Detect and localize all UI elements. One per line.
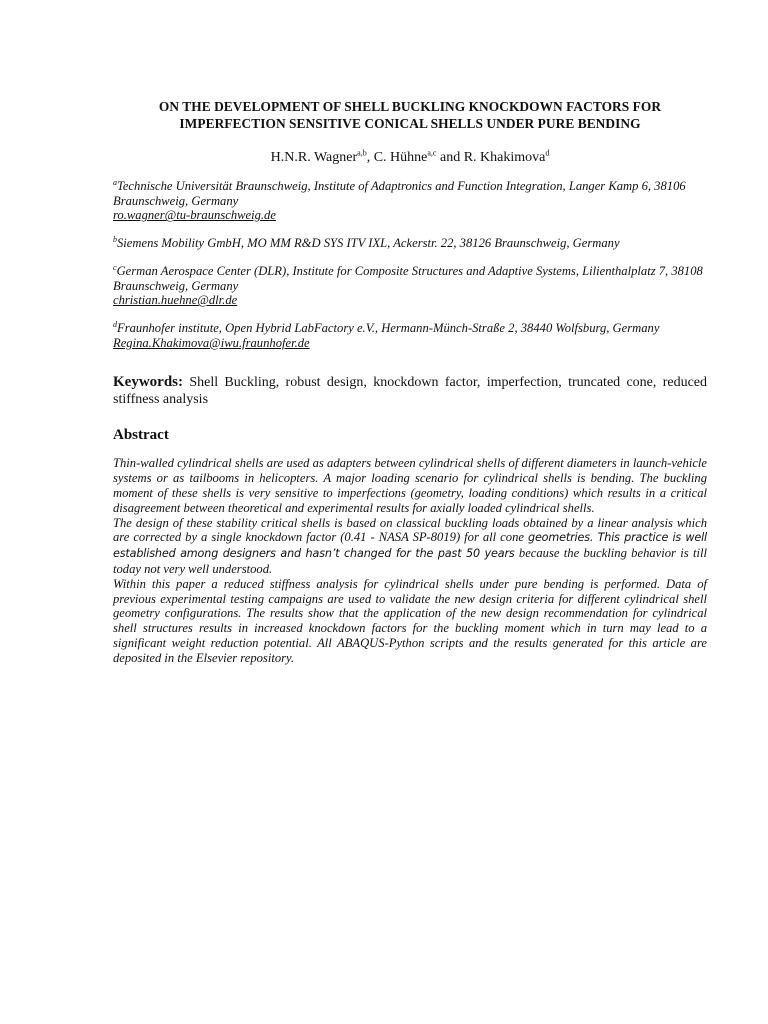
paper-page: [113, 98, 707, 665]
affiliation-email-link[interactable]: Regina.Khakimova@iwu.fraunhofer.de: [113, 335, 310, 350]
abstract-paragraph-3: Within this paper a reduced stiffness analysis for cylindrical shells under pure bending is performed. Data of previous experimental testing campaigns are used to validate the new design criteria for different cylindrical shell geometry configurations. The results show that the application of the new design recommendation for cylindrical shell structures results in increased knockdown factors for the buckling moment which in turn may lead to a significant weight reduction potential. All ABAQUS-Python scripts and the results generated for this article are deposited in the Elsevier repository.: [113, 576, 707, 665]
abstract-body: [113, 456, 707, 665]
title-line-2: IMPERFECTION SENSITIVE CONICAL SHELLS UNDER PURE BENDING: [179, 116, 641, 131]
paper-title: [113, 98, 707, 132]
affiliation-text: Fraunhofer institute, Open Hybrid LabFactory e.V., Hermann-Münch-Straße 2, 38440 Wolfsburg, Germany: [117, 320, 660, 335]
abstract-paragraph-2-start: The design of these stability critical shells is based on classical buckling loads obtained by a linear analysis which are corrected by a single knockdown factor (0.41 - NASA SP-8019) for all cone: [113, 515, 707, 545]
author-affiliation-marker: a,c: [427, 148, 437, 158]
abstract-paragraph-1: Thin-walled cylindrical shells are used as adapters between cylindrical shells of different diameters in launch-vehicle systems or as tailbooms in helicopters. A major loading scenario for cylindrical shells is bending. The buckling moment of these shells is very sensitive to imperfections (geometry, loading conditions) which results in a critical disagreement between theoretical and experimental results for axially loaded cylindrical shells.: [113, 456, 707, 515]
abstract-heading: Abstract: [113, 427, 169, 444]
keywords-section: [113, 374, 707, 408]
affiliation-marker: a: [113, 177, 117, 187]
affiliation-text: German Aerospace Center (DLR), Institute for Composite Structures and Adaptive Systems, Lilienthalplatz 7, 38108 Braunschweig, Germany: [113, 263, 703, 293]
affiliation-marker: c: [113, 262, 117, 272]
affiliation-b: [113, 236, 707, 251]
author-name: C. Hühne: [373, 150, 428, 165]
author-name: R. Khakimova: [463, 150, 546, 165]
affiliation-email-link[interactable]: christian.huehne@dlr.de: [113, 293, 238, 308]
abstract-paragraph-2-end: because the buckling behavior is till today not very well understood.: [113, 546, 707, 576]
affiliation-d: [113, 321, 707, 350]
author-separator: ,: [366, 150, 374, 165]
author-name: H.N.R. Wagner: [270, 150, 358, 165]
abstract-paragraph-2: [113, 516, 707, 577]
author-affiliation-marker: a,b: [357, 148, 367, 158]
author-list: [113, 149, 707, 167]
affiliation-text: Siemens Mobility GmbH, MO MM R&D SYS ITV IXL, Ackerstr. 22, 38126 Braunschweig, Germany: [117, 236, 620, 251]
affiliation-marker: b: [113, 234, 117, 244]
affiliation-marker: d: [113, 319, 117, 329]
author-separator: and: [436, 150, 464, 165]
abstract-paragraph-2-middle: geometries. This practice is well established among designers and hasn’t changed for the past 50 years: [113, 531, 708, 561]
author-affiliation-marker: d: [545, 148, 550, 158]
affiliation-text: Technische Universität Braunschweig, Institute of Adaptronics and Function Integration, Langer Kamp 6, 38106 Braunschweig, Germany: [113, 179, 686, 208]
affiliation-a: [113, 179, 707, 223]
affiliation-email-link[interactable]: ro.wagner@tu-braunschweig.de: [113, 208, 276, 223]
affiliation-c: [113, 264, 707, 308]
keywords-text: Shell Buckling, robust design, knockdown factor, imperfection, truncated cone, reduced stiffness analysis: [113, 375, 708, 408]
title-line-1: ON THE DEVELOPMENT OF SHELL BUCKLING KNOCKDOWN FACTORS FOR: [158, 99, 662, 114]
keywords-label: Keywords:: [113, 374, 183, 391]
